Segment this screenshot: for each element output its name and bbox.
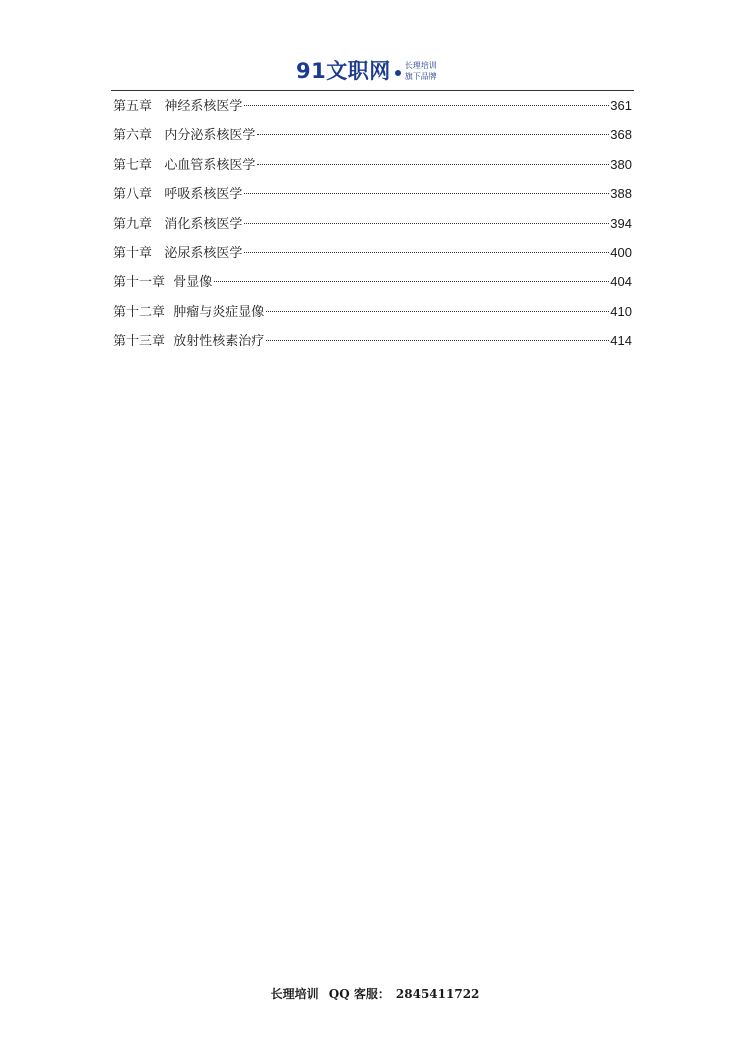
toc-chapter-title: 肿瘤与炎症显像: [173, 304, 265, 320]
toc-chapter-number: 第十二章: [113, 304, 166, 320]
toc-entry[interactable]: [113, 331, 632, 360]
toc-chapter-number: 第九章: [113, 216, 153, 232]
toc-dot-leader: [266, 311, 609, 312]
toc-chapter-title: 骨显像: [173, 275, 213, 291]
page-footer: [0, 985, 750, 1002]
toc-dot-leader: [266, 340, 609, 341]
toc-chapter-number: 第十一章: [113, 275, 166, 291]
toc-page-number: 404: [610, 274, 632, 290]
toc-gap: [152, 185, 164, 205]
toc-page-number: 414: [610, 333, 632, 349]
toc-entry[interactable]: [113, 302, 632, 331]
toc-chapter-title: 心血管系核医学: [164, 157, 256, 173]
toc-entry[interactable]: [113, 272, 632, 301]
toc-gap: [165, 332, 173, 352]
toc-dot-leader: [257, 134, 609, 135]
toc-chapter-number: 第五章: [113, 99, 153, 114]
toc-chapter-title: 内分泌系核医学: [164, 128, 256, 144]
toc-gap: [165, 303, 173, 323]
page-header: [0, 58, 750, 90]
toc-gap: [152, 126, 164, 146]
toc-page-number: 368: [610, 127, 632, 143]
toc-page-number: 394: [610, 215, 632, 231]
toc-dot-leader: [257, 164, 609, 165]
toc-dot-leader: [244, 252, 609, 253]
toc-dot-leader: [244, 193, 609, 194]
toc-gap: [152, 97, 164, 117]
table-of-contents: [113, 96, 632, 361]
toc-dot-leader: [214, 281, 609, 282]
toc-entry[interactable]: [113, 96, 632, 125]
toc-chapter-title: 泌尿系核医学: [164, 245, 243, 261]
toc-chapter-number: 第七章: [113, 157, 153, 173]
toc-entry[interactable]: [113, 155, 632, 184]
toc-page-number: 361: [610, 98, 632, 113]
brand-tagline-line1: 长理培训: [404, 61, 437, 70]
toc-gap: [152, 244, 164, 264]
footer-qq-number: 2845411722: [395, 987, 480, 1001]
brand-tagline-line2: 旗下品牌: [404, 72, 437, 81]
toc-chapter-number: 第十章: [113, 245, 153, 261]
toc-gap: [152, 156, 164, 176]
toc-page-number: 388: [610, 186, 632, 202]
brand-logo: [296, 58, 437, 84]
toc-entry[interactable]: [113, 243, 632, 272]
toc-entry[interactable]: [113, 125, 632, 154]
toc-gap: [152, 215, 164, 235]
toc-entry[interactable]: [113, 184, 632, 213]
footer-qq-label: QQ 客服：: [328, 987, 390, 1001]
toc-dot-leader: [244, 105, 609, 106]
toc-chapter-title: 神经系核医学: [164, 99, 243, 114]
toc-chapter-number: 第八章: [113, 187, 153, 203]
toc-page-number: 380: [610, 156, 632, 172]
toc-chapter-title: 放射性核素治疗: [173, 334, 265, 350]
toc-chapter-title: 消化系核医学: [164, 216, 243, 232]
footer-org: 长理培训: [270, 987, 319, 1001]
toc-page-number: 400: [610, 244, 632, 260]
toc-gap: [165, 273, 173, 293]
brand-dot-icon: [395, 70, 401, 76]
toc-entry[interactable]: [113, 214, 632, 243]
toc-chapter-title: 呼吸系核医学: [164, 187, 243, 203]
brand-tagline: [405, 60, 437, 82]
header-divider: [111, 90, 634, 91]
brand-name: 91文职网: [296, 59, 391, 83]
toc-dot-leader: [244, 223, 609, 224]
toc-chapter-number: 第六章: [113, 128, 153, 144]
toc-chapter-number: 第十三章: [113, 334, 166, 350]
toc-page-number: 410: [610, 303, 632, 319]
